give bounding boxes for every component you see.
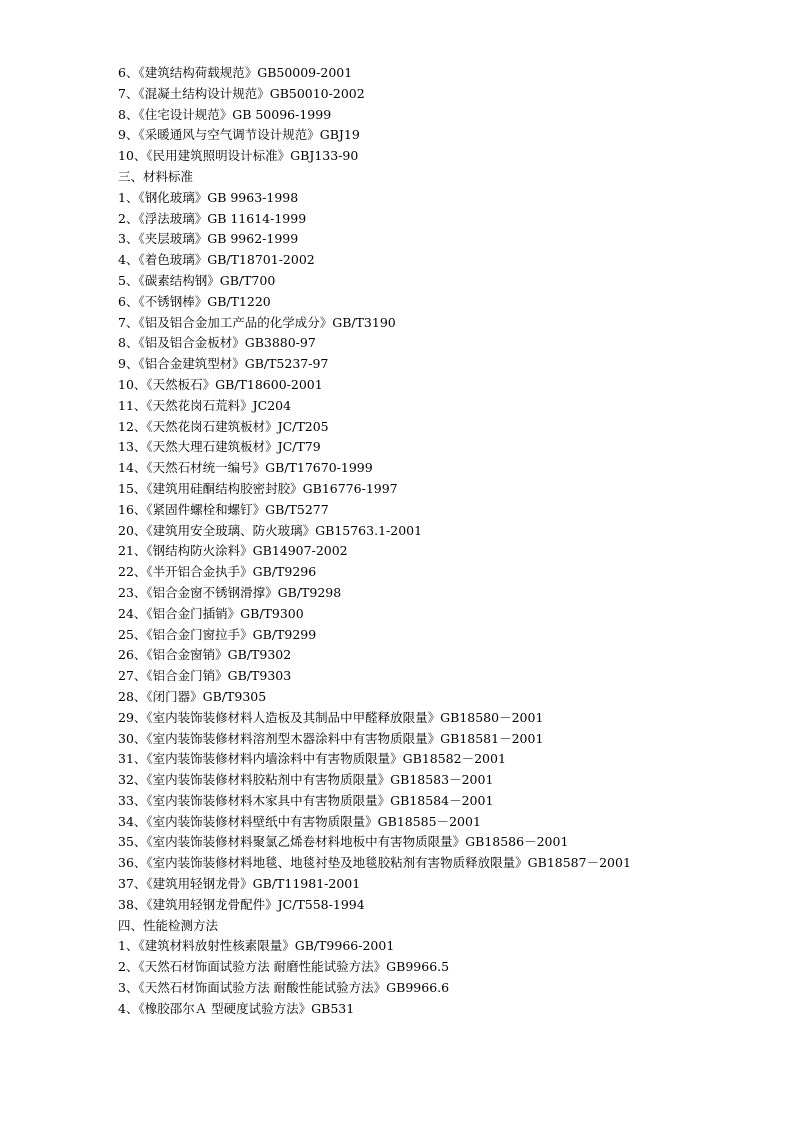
text-line: 24、《铝合金门插销》GB/T9300 xyxy=(118,605,304,621)
text-line: 22、《半开铝合金执手》GB/T9296 xyxy=(118,564,317,580)
text-line: 38、《建筑用轻钢龙骨配件》JC/T558-1994 xyxy=(118,896,365,912)
text-line: 32、《室内装饰装修材料胶粘剂中有害物质限量》GB18583－2001 xyxy=(118,772,494,788)
text-line: 4、《着色玻璃》GB/T18701-2002 xyxy=(118,252,315,268)
text-line: 13、《天然大理石建筑板材》JC/T79 xyxy=(118,439,321,455)
text-line: 9、《采暖通风与空气调节设计规范》GBJ19 xyxy=(118,127,360,143)
text-line: 3、《天然石材饰面试验方法 耐酸性能试验方法》GB9966.6 xyxy=(118,980,450,996)
text-line: 6、《不锈钢棒》GB/T1220 xyxy=(118,293,271,309)
text-line: 7、《铝及铝合金加工产品的化学成分》GB/T3190 xyxy=(118,314,396,330)
text-line: 15、《建筑用硅酮结构胶密封胶》GB16776-1997 xyxy=(118,480,398,496)
text-line: 34、《室内装饰装修材料壁纸中有害物质限量》GB18585－2001 xyxy=(118,813,481,829)
text-line: 33、《室内装饰装修材料木家具中有害物质限量》GB18584－2001 xyxy=(118,792,494,808)
text-line: 36、《室内装饰装修材料地毯、地毯衬垫及地毯胶粘剂有害物质释放限量》GB18587－2001 xyxy=(118,855,631,871)
text-line: 23、《铝合金窗不锈钢滑撑》GB/T9298 xyxy=(118,584,342,600)
text-line: 4、《橡胶邵尔Ａ 型硬度试验方法》GB531 xyxy=(118,1000,355,1016)
section-heading: 三、材料标准 xyxy=(118,168,194,184)
text-line: 8、《铝及铝合金板材》GB3880-97 xyxy=(118,335,316,351)
text-line: 1、《建筑材料放射性核素限量》GB/T9966-2001 xyxy=(118,938,395,954)
text-line: 2、《浮法玻璃》GB 11614-1999 xyxy=(118,210,307,226)
text-line: 9、《铝合金建筑型材》GB/T5237-97 xyxy=(118,356,329,372)
text-line: 37、《建筑用轻钢龙骨》GB/T11981-2001 xyxy=(118,876,361,892)
text-line: 21、《钢结构防火涂料》GB14907-2002 xyxy=(118,543,348,559)
text-line: 5、《碳素结构钢》GB/T700 xyxy=(118,272,276,288)
text-line: 27、《铝合金门销》GB/T9303 xyxy=(118,668,292,684)
text-line: 2、《天然石材饰面试验方法 耐磨性能试验方法》GB9966.5 xyxy=(118,959,450,975)
text-line: 30、《室内装饰装修材料溶剂型木器涂料中有害物质限量》GB18581－2001 xyxy=(118,730,544,746)
text-line: 14、《天然石材统一编号》GB/T17670-1999 xyxy=(118,460,373,476)
text-line: 3、《夹层玻璃》GB 9962-1999 xyxy=(118,231,299,247)
text-line: 31、《室内装饰装修材料内墙涂料中有害物质限量》GB18582－2001 xyxy=(118,751,506,767)
text-line: 1、《钢化玻璃》GB 9963-1998 xyxy=(118,189,299,205)
section-heading: 四、性能检测方法 xyxy=(118,917,219,933)
document-body xyxy=(118,63,778,1020)
text-line: 11、《天然花岗石荒料》JC204 xyxy=(118,397,292,413)
text-line: 6、《建筑结构荷载规范》GB50009-2001 xyxy=(118,65,353,80)
text-line: 28、《闭门器》GB/T9305 xyxy=(118,688,267,704)
text-line: 29、《室内装饰装修材料人造板及其制品中甲醛释放限量》GB18580－2001 xyxy=(118,709,544,725)
text-line: 7、《混凝土结构设计规范》GB50010-2002 xyxy=(118,85,365,101)
text-line: 26、《铝合金窗销》GB/T9302 xyxy=(118,647,292,663)
text-line: 20、《建筑用安全玻璃、防火玻璃》GB15763.1-2001 xyxy=(118,522,423,538)
text-line: 25、《铝合金门窗拉手》GB/T9299 xyxy=(118,626,317,642)
text-line: 10、《民用建筑照明设计标准》GBJ133-90 xyxy=(118,148,359,164)
text-line: 10、《天然板石》GB/T18600-2001 xyxy=(118,376,323,392)
text-line: 8、《住宅设计规范》GB 50096-1999 xyxy=(118,106,332,122)
text-line: 12、《天然花岗石建筑板材》JC/T205 xyxy=(118,418,329,434)
text-line: 16、《紧固件螺栓和螺钉》GB/T5277 xyxy=(118,501,329,517)
text-line: 35、《室内装饰装修材料聚氯乙烯卷材料地板中有害物质限量》GB18586－2001 xyxy=(118,834,569,850)
